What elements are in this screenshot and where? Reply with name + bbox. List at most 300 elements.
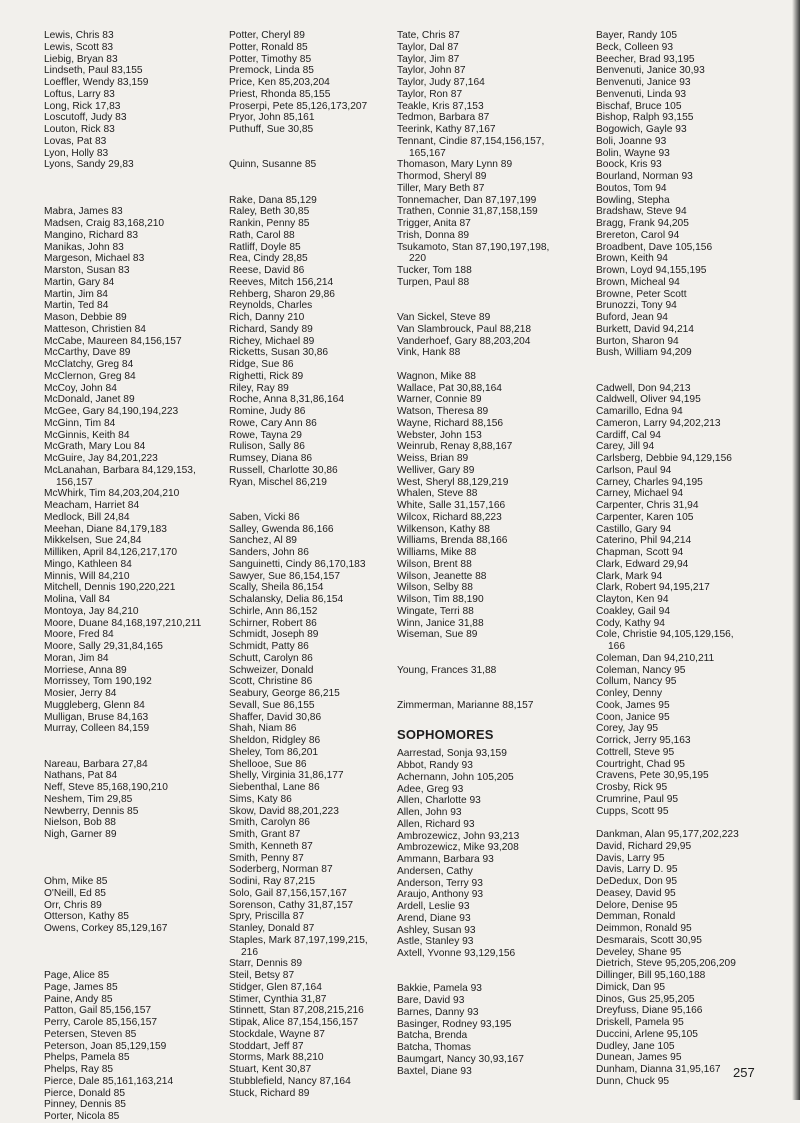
index-entry: Smith, Grant 87 (229, 829, 301, 840)
index-entry: Bogowich, Gayle 93 (596, 124, 687, 135)
index-entry: Mosier, Jerry 84 (44, 688, 117, 699)
index-entry: Montoya, Jay 84,210 (44, 605, 139, 617)
index-entry: Sheldon, Ridgley 86 (229, 735, 321, 746)
index-entry: Liebig, Bryan 83 (44, 53, 118, 65)
index-entry: Taylor, Judy 87,164 (397, 77, 485, 88)
index-entry: Wilson, Brent 88 (397, 558, 472, 570)
index-entry: Clark, Robert 94,195,217 (596, 582, 710, 594)
index-entry: Araujo, Anthony 93 (397, 889, 484, 901)
index-entry: Schirner, Robert 86 (229, 617, 317, 629)
index-entry: Meehan, Diane 84,179,183 (44, 523, 167, 535)
index-entry: Corey, Jay 95 (596, 723, 659, 735)
index-entry: Reese, David 86 (229, 265, 305, 276)
index-entry: Minnis, Will 84,210 (44, 570, 130, 582)
index-entry: Schmidt, Joseph 89 (229, 629, 319, 641)
index-entry: Murray, Colleen 84,159 (44, 723, 150, 735)
index-entry-continuation: 166 (608, 641, 625, 652)
entry-spacer (397, 960, 597, 972)
entry-spacer (397, 972, 597, 984)
index-entry: McGuire, Jay 84,201,223 (44, 453, 158, 464)
index-entry: Teerink, Kathy 87,167 (397, 124, 496, 135)
index-entry: Tiller, Mary Beth 87 (397, 182, 485, 194)
entry-spacer (397, 712, 597, 724)
index-entry: Warner, Connie 89 (397, 394, 482, 406)
index-entry: Seabury, George 86,215 (229, 688, 340, 699)
index-entry: Cravens, Pete 30,95,195 (596, 770, 709, 782)
index-entry: Mangino, Richard 83 (44, 229, 139, 241)
index-entry: Pryor, John 85,161 (229, 112, 315, 124)
entry-spacer (229, 148, 399, 160)
index-entry: Williams, Mike 88 (397, 547, 477, 558)
index-entry: Arend, Diane 93 (397, 912, 471, 924)
index-entry: Carey, Jill 94 (596, 441, 655, 453)
index-entry: Wagnon, Mike 88 (397, 370, 476, 382)
index-entry: Conley, Denny (596, 688, 663, 699)
index-entry: Weiss, Brian 89 (397, 453, 469, 464)
index-entry: McCarthy, Dave 89 (44, 347, 131, 359)
index-entry: Cupps, Scott 95 (596, 805, 669, 817)
entry-spacer (229, 488, 399, 500)
index-entry: Tate, Chris 87 (397, 30, 460, 41)
index-entry: Wilcox, Richard 88,223 (397, 511, 502, 523)
index-entry: Basinger, Rodney 93,195 (397, 1018, 512, 1030)
index-entry: Ridge, Sue 86 (229, 359, 294, 370)
index-entry: Coleman, Dan 94,210,211 (596, 652, 715, 664)
index-entry: Benvenuti, Janice 30,93 (596, 65, 705, 77)
index-entry: Stoddart, Jeff 87 (229, 1040, 304, 1052)
index-entry: Dudley, Jane 105 (596, 1040, 675, 1052)
index-column-3 (397, 30, 597, 1077)
index-entry: Lovas, Pat 83 (44, 135, 107, 147)
index-entry: Stinnett, Stan 87,208,215,216 (229, 1005, 364, 1017)
index-entry: Vink, Hank 88 (397, 347, 461, 359)
index-entry: Premock, Linda 85 (229, 65, 314, 77)
index-entry: Perry, Carole 85,156,157 (44, 1017, 158, 1028)
index-entry: Madsen, Craig 83,168,210 (44, 218, 165, 229)
entry-spacer (44, 735, 224, 747)
index-entry: Marston, Susan 83 (44, 265, 130, 276)
index-entry: Browne, Peter Scott (596, 288, 687, 300)
index-entry: Crosby, Rick 95 (596, 782, 668, 793)
index-entry: Martin, Jim 84 (44, 288, 108, 300)
index-entry: Stubblefield, Nancy 87,164 (229, 1075, 351, 1087)
index-entry: Beck, Colleen 93 (596, 41, 674, 53)
index-entry: Lewis, Chris 83 (44, 30, 114, 41)
index-entry: Rulison, Sally 86 (229, 441, 305, 453)
index-entry: Schmidt, Patty 86 (229, 641, 309, 652)
index-entry: Lyon, Holly 83 (44, 147, 109, 159)
index-entry: Cadwell, Don 94,213 (596, 382, 691, 394)
index-entry: Achernann, John 105,205 (397, 771, 514, 783)
index-entry: Driskell, Pamela 95 (596, 1017, 684, 1028)
index-entry: Mitchell, Dennis 190,220,221 (44, 582, 176, 594)
entry-spacer (397, 289, 597, 301)
index-entry: Lyons, Sandy 29,83 (44, 159, 134, 171)
page-edge-shadow (792, 0, 800, 1100)
index-entry: Sanchez, Al 89 (229, 535, 297, 547)
index-entry-continuation: 220 (409, 253, 426, 265)
index-entry: Coakley, Gail 94 (596, 605, 670, 617)
index-entry: Lindseth, Paul 83,155 (44, 65, 143, 77)
index-entry: Ryan, Mischel 86,219 (229, 476, 327, 488)
index-entry: Stanley, Donald 87 (229, 923, 315, 934)
index-entry: Spry, Priscilla 87 (229, 911, 305, 923)
index-entry: Carpenter, Karen 105 (596, 511, 694, 523)
index-entry: Page, James 85 (44, 981, 118, 993)
entry-spacer (229, 171, 399, 183)
index-entry: Dunn, Chuck 95 (596, 1075, 670, 1087)
index-entry: Shah, Niam 86 (229, 723, 297, 735)
index-entry: Richard, Sandy 89 (229, 323, 313, 335)
index-entry: Bayer, Randy 105 (596, 30, 677, 41)
index-entry: Caterino, Phil 94,214 (596, 535, 692, 547)
index-entry: Thomason, Mary Lynn 89 (397, 159, 513, 171)
index-entry: Allen, Richard 93 (397, 818, 475, 830)
index-entry: Dietrich, Steve 95,205,206,209 (596, 958, 736, 970)
index-entry: Davis, Larry 95 (596, 852, 665, 864)
index-entry: Ohm, Mike 85 (44, 876, 108, 887)
index-entry: Sanders, John 86 (229, 547, 309, 558)
index-entry: Cottrell, Steve 95 (596, 746, 675, 758)
index-entry: Batcha, Brenda (397, 1030, 468, 1042)
index-entry: Coon, Janice 95 (596, 711, 670, 723)
index-entry: Andersen, Cathy (397, 865, 473, 877)
index-entry: Long, Rick 17,83 (44, 100, 121, 112)
index-entry: Bischaf, Bruce 105 (596, 100, 682, 112)
index-entry: Meacham, Harriet 84 (44, 500, 140, 511)
index-entry: Moore, Duane 84,168,197,210,211 (44, 617, 202, 629)
index-entry: Solo, Gail 87,156,157,167 (229, 887, 347, 899)
index-entry: Allen, Charlotte 93 (397, 795, 481, 807)
index-entry: West, Sheryl 88,129,219 (397, 476, 509, 488)
index-entry: Boli, Joanne 93 (596, 135, 667, 147)
index-entry: Raley, Beth 30,85 (229, 206, 310, 218)
index-entry: Sawyer, Sue 86,154,157 (229, 570, 341, 582)
index-entry: Brown, Keith 94 (596, 253, 668, 265)
index-entry: Burton, Sharon 94 (596, 335, 679, 347)
index-entry: Clayton, Ken 94 (596, 594, 669, 605)
entry-spacer (397, 676, 597, 688)
index-entry: Shellooe, Sue 86 (229, 758, 307, 770)
index-entry: Smith, Penny 87 (229, 852, 304, 864)
index-entry: Wayne, Richard 88,156 (397, 417, 504, 429)
index-entry: Riley, Ray 89 (229, 382, 289, 394)
index-entry: Rowe, Cary Ann 86 (229, 417, 317, 429)
index-entry: McGrath, Mary Lou 84 (44, 441, 146, 453)
entry-spacer (596, 371, 786, 383)
entry-spacer (44, 841, 224, 853)
index-entry: Puthuff, Sue 30,85 (229, 124, 314, 135)
index-entry: Axtell, Yvonne 93,129,156 (397, 948, 516, 959)
entry-spacer (397, 641, 597, 653)
index-entry: Burkett, David 94,214 (596, 323, 694, 335)
index-entry: O'Neill, Ed 85 (44, 887, 106, 899)
entry-spacer (397, 688, 597, 700)
index-entry: Adee, Greg 93 (397, 783, 464, 795)
index-entry: Baxtel, Diane 93 (397, 1065, 472, 1077)
index-entry: Carpenter, Chris 31,94 (596, 500, 699, 511)
index-entry: Sheley, Tom 86,201 (229, 746, 319, 758)
index-entry: Louton, Rick 83 (44, 124, 115, 135)
index-column-4 (596, 30, 786, 1088)
index-entry: Orr, Chris 89 (44, 899, 102, 911)
entry-spacer (44, 864, 224, 876)
index-entry: Wallace, Pat 30,88,164 (397, 382, 502, 394)
index-entry: Crumrine, Paul 95 (596, 793, 679, 805)
index-entry: Schirle, Ann 86,152 (229, 605, 318, 617)
index-entry: Bare, David 93 (397, 995, 465, 1006)
index-entry: Rich, Danny 210 (229, 312, 305, 323)
index-entry: McDonald, Janet 89 (44, 394, 135, 406)
index-entry: Roche, Anna 8,31,86,164 (229, 394, 344, 406)
index-entry: Sodini, Ray 87,215 (229, 876, 316, 887)
page-number: 257 (733, 1065, 755, 1080)
index-entry: Duccini, Arlene 95,105 (596, 1028, 698, 1040)
index-entry-continuation: 156,157 (56, 476, 93, 488)
index-entry: Rath, Carol 88 (229, 229, 295, 241)
index-entry: Thormod, Sheryl 89 (397, 171, 487, 182)
index-entry: Taylor, Dal 87 (397, 41, 459, 53)
index-entry: Trish, Donna 89 (397, 229, 470, 241)
index-entry: Rehberg, Sharon 29,86 (229, 288, 335, 300)
index-entry: Brown, Loyd 94,155,195 (596, 265, 707, 276)
index-entry: McGee, Gary 84,190,194,223 (44, 406, 179, 417)
index-entry: Benvenuti, Janice 93 (596, 77, 691, 88)
index-entry: Loftus, Larry 83 (44, 88, 115, 100)
index-entry: Tsukamoto, Stan 87,190,197,198, (397, 241, 550, 253)
index-entry: Taylor, Ron 87 (397, 88, 463, 100)
index-entry: Develey, Shane 95 (596, 946, 682, 958)
index-entry: Nathans, Pat 84 (44, 770, 118, 782)
index-entry: Starr, Dennis 89 (229, 958, 303, 970)
entry-spacer (229, 500, 399, 512)
index-entry: Pinney, Dennis 85 (44, 1099, 126, 1111)
index-entry: Manikas, John 83 (44, 241, 124, 253)
index-entry: Loeffler, Wendy 83,159 (44, 77, 149, 88)
index-entry: Chapman, Scott 94 (596, 547, 684, 558)
index-entry-continuation: 216 (241, 946, 258, 958)
index-entry: Coleman, Nancy 95 (596, 664, 686, 676)
index-entry: Molina, Vall 84 (44, 594, 111, 605)
index-entry: Neff, Steve 85,168,190,210 (44, 782, 168, 793)
index-entry: McGinn, Tim 84 (44, 417, 116, 429)
index-entry: Nareau, Barbara 27,84 (44, 758, 148, 770)
index-entry: McWhirk, Tim 84,203,204,210 (44, 488, 180, 500)
index-entry: Morriese, Anna 89 (44, 664, 127, 676)
index-entry: Potter, Cheryl 89 (229, 30, 305, 41)
index-entry: Webster, John 153 (397, 429, 482, 441)
index-entry: Young, Frances 31,88 (397, 664, 497, 676)
index-entry: Cardiff, Cal 94 (596, 429, 661, 441)
index-entry: Aarrestad, Sonja 93,159 (397, 748, 507, 760)
index-entry: Dunean, James 95 (596, 1052, 682, 1064)
index-entry: Martin, Gary 84 (44, 276, 115, 288)
index-entry: Medlock, Bill 24,84 (44, 511, 130, 523)
index-entry: Phelps, Ray 85 (44, 1064, 114, 1075)
index-entry: McLanahan, Barbara 84,129,153, (44, 464, 196, 476)
index-entry: Weinrub, Renay 8,88,167 (397, 441, 513, 453)
index-entry: Stuck, Richard 89 (229, 1087, 310, 1099)
index-entry: Skow, David 88,201,223 (229, 805, 339, 817)
index-entry: Astle, Stanley 93 (397, 936, 474, 948)
index-entry: Scally, Sheila 86,154 (229, 582, 324, 594)
index-entry: Trigger, Anita 87 (397, 218, 471, 229)
index-entry: Carney, Michael 94 (596, 488, 684, 500)
index-entry: Benvenuti, Linda 93 (596, 88, 687, 100)
index-entry: Margeson, Michael 83 (44, 253, 145, 265)
index-entry: Bourland, Norman 93 (596, 171, 693, 182)
index-entry: Carney, Charles 94,195 (596, 476, 703, 488)
index-entry: Allen, John 93 (397, 807, 462, 818)
index-entry: Salley, Gwenda 86,166 (229, 523, 334, 535)
entry-spacer (596, 359, 786, 371)
index-column-1 (44, 30, 224, 1123)
index-entry: Deimmon, Ronald 95 (596, 923, 692, 934)
index-entry: Richey, Michael 89 (229, 335, 315, 347)
index-entry: Morrissey, Tom 190,192 (44, 676, 152, 688)
index-entry: Rankin, Penny 85 (229, 218, 310, 229)
index-entry: Shaffer, David 30,86 (229, 711, 322, 723)
index-entry: Loscutoff, Judy 83 (44, 112, 127, 124)
index-entry: Ambrozewicz, Mike 93,208 (397, 842, 519, 854)
entry-spacer (44, 195, 224, 207)
index-entry: Tonnemacher, Dan 87,197,199 (397, 194, 537, 206)
index-entry: Castillo, Gary 94 (596, 523, 672, 535)
entry-spacer (44, 935, 224, 947)
index-entry: Dinos, Gus 25,95,205 (596, 993, 695, 1005)
index-entry: Teakle, Kris 87,153 (397, 100, 484, 112)
index-entry: Price, Ken 85,203,204 (229, 77, 330, 88)
index-entry: Watson, Theresa 89 (397, 406, 489, 417)
index-entry: Pierce, Donald 85 (44, 1087, 125, 1099)
index-entry: Ashley, Susan 93 (397, 924, 476, 936)
index-entry-continuation: 165,167 (409, 147, 446, 159)
index-entry: Rea, Cindy 28,85 (229, 253, 308, 265)
index-entry: Dankman, Alan 95,177,202,223 (596, 829, 739, 840)
section-heading: SOPHOMORES (397, 727, 494, 743)
index-entry: Proserpi, Pete 85,126,173,207 (229, 100, 368, 112)
index-entry: Sanguinetti, Cindy 86,170,183 (229, 558, 366, 570)
index-entry: Mingo, Kathleen 84 (44, 558, 132, 570)
index-entry: Ambrozewicz, John 93,213 (397, 830, 520, 842)
index-entry: Paine, Andy 85 (44, 993, 113, 1005)
index-entry: Vanderhoef, Gary 88,203,204 (397, 335, 531, 347)
index-entry: Abbot, Randy 93 (397, 760, 473, 771)
index-entry: Peterson, Joan 85,129,159 (44, 1040, 167, 1052)
index-entry: Page, Alice 85 (44, 970, 110, 981)
index-entry: McClernon, Greg 84 (44, 370, 136, 382)
entry-spacer (44, 853, 224, 865)
index-entry: Patton, Gail 85,156,157 (44, 1005, 152, 1017)
index-entry: Schutt, Carolyn 86 (229, 652, 313, 664)
index-entry: Carlson, Paul 94 (596, 464, 672, 476)
index-entry: Bradshaw, Steve 94 (596, 206, 687, 218)
index-entry: Sims, Katy 86 (229, 793, 292, 805)
index-entry: Boock, Kris 93 (596, 159, 662, 171)
index-entry: Desmarais, Scott 30,95 (596, 934, 702, 946)
entry-spacer (44, 171, 224, 183)
entry-spacer (397, 653, 597, 665)
entry-spacer (397, 300, 597, 312)
index-entry: Van Sickel, Steve 89 (397, 312, 491, 323)
index-entry: Bowling, Stepha (596, 194, 670, 206)
index-entry: Shelly, Virginia 31,86,177 (229, 770, 344, 782)
index-entry: Newberry, Dennis 85 (44, 805, 139, 817)
index-entry: Courtright, Chad 95 (596, 758, 685, 770)
index-entry: Taylor, Jim 87 (397, 53, 460, 65)
index-entry: Brunozzi, Tony 94 (596, 300, 677, 312)
index-entry: Tedmon, Barbara 87 (397, 112, 490, 124)
index-entry: Potter, Timothy 85 (229, 53, 312, 65)
index-entry: Bush, William 94,209 (596, 347, 692, 359)
index-entry: Welliver, Gary 89 (397, 464, 475, 476)
index-entry: Schweizer, Donald (229, 664, 314, 676)
index-entry: Bolin, Wayne 93 (596, 147, 670, 159)
index-entry: Stipak, Alice 87,154,156,157 (229, 1017, 359, 1028)
index-entry: Moore, Fred 84 (44, 629, 114, 641)
index-entry: Wilson, Selby 88 (397, 582, 473, 594)
index-entry: Reeves, Mitch 156,214 (229, 276, 334, 288)
index-entry: Clark, Mark 94 (596, 570, 663, 582)
index-entry: Priest, Rhonda 85,155 (229, 88, 331, 100)
index-entry: Stimer, Cynthia 31,87 (229, 993, 327, 1005)
index-entry: Wilson, Jeanette 88 (397, 570, 487, 582)
index-entry: Martin, Ted 84 (44, 300, 109, 312)
index-entry: Otterson, Kathy 85 (44, 911, 129, 923)
index-entry: Soderberg, Norman 87 (229, 864, 333, 876)
index-entry: Delore, Denise 95 (596, 899, 678, 911)
index-entry: Brereton, Carol 94 (596, 229, 680, 241)
index-entry: Cody, Kathy 94 (596, 617, 665, 629)
index-entry: Dreyfuss, Diane 95,166 (596, 1005, 703, 1017)
index-entry: Owens, Corkey 85,129,167 (44, 923, 168, 934)
entry-spacer (596, 817, 786, 829)
index-entry: Porter, Nicola 85 (44, 1111, 120, 1122)
index-entry: Williams, Brenda 88,166 (397, 535, 508, 547)
index-entry: Beecher, Brad 93,195 (596, 53, 695, 65)
index-entry: Cole, Christie 94,105,129,156, (596, 629, 734, 641)
entry-spacer (44, 747, 224, 759)
index-entry: Staples, Mark 87,197,199,215, (229, 934, 368, 946)
index-entry: Pierce, Dale 85,161,163,214 (44, 1075, 174, 1087)
index-entry: Mabra, James 83 (44, 206, 123, 218)
index-entry: Boutos, Tom 94 (596, 182, 667, 194)
entry-spacer (44, 958, 224, 970)
index-entry: Wilkenson, Kathy 88 (397, 523, 490, 535)
index-entry: Steil, Betsy 87 (229, 970, 295, 981)
index-entry: Mulligan, Bruse 84,163 (44, 711, 149, 723)
index-entry: Caldwell, Oliver 94,195 (596, 394, 701, 406)
index-entry: Romine, Judy 86 (229, 406, 306, 417)
index-entry: Quinn, Susanne 85 (229, 159, 317, 171)
index-entry: Righetti, Rick 89 (229, 370, 304, 382)
index-entry: Baumgart, Nancy 30,93,167 (397, 1053, 524, 1065)
index-entry: Reynolds, Charles (229, 300, 313, 312)
index-entry: Zimmerman, Marianne 88,157 (397, 699, 534, 711)
index-entry: Smith, Carolyn 86 (229, 817, 310, 829)
index-entry: Rumsey, Diana 86 (229, 453, 313, 464)
index-entry: David, Richard 29,95 (596, 840, 692, 852)
entry-spacer (44, 183, 224, 195)
index-entry: Ardell, Leslie 93 (397, 901, 470, 912)
index-entry: Ricketts, Susan 30,86 (229, 347, 329, 359)
index-entry: McClatchy, Greg 84 (44, 359, 134, 370)
entry-spacer (397, 359, 597, 371)
index-entry: Davis, Larry D. 95 (596, 864, 678, 876)
index-entry: Cameron, Larry 94,202,213 (596, 417, 721, 429)
index-entry: Smith, Kenneth 87 (229, 840, 313, 852)
index-entry: Collum, Nancy 95 (596, 676, 677, 688)
